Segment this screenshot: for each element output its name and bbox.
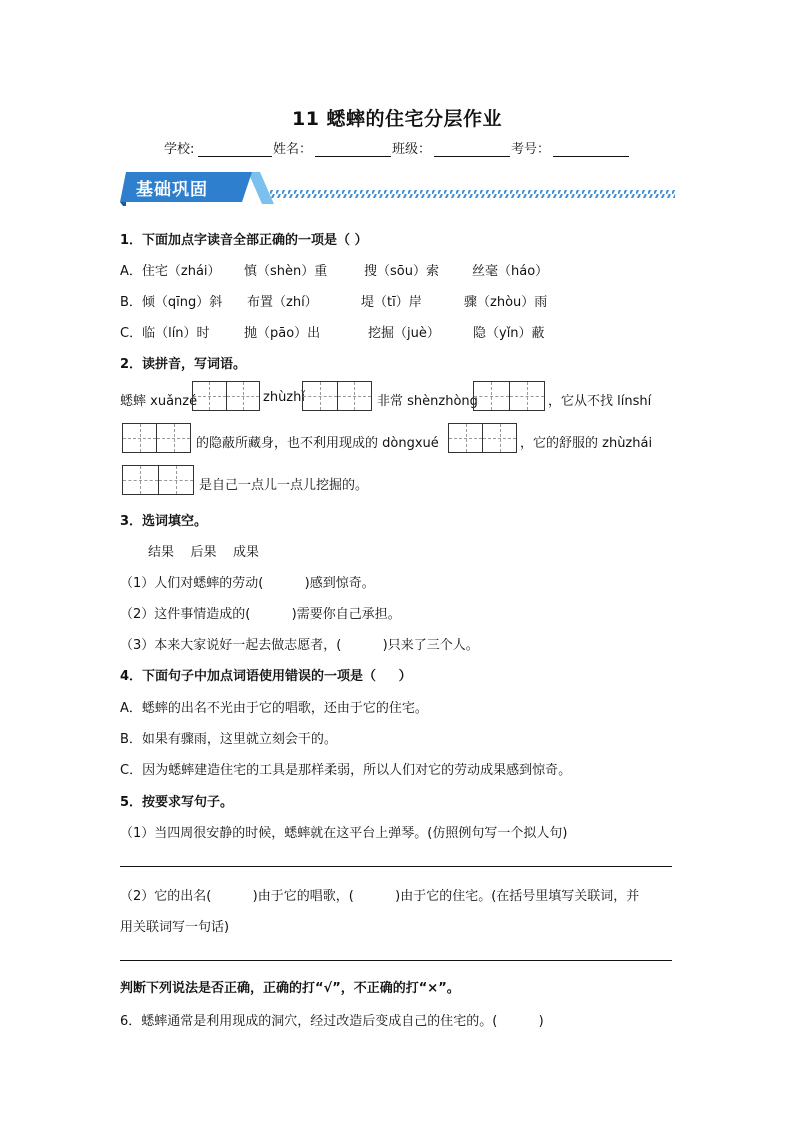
q2-line2-a: 的隐蔽所藏身，也不利用现成的 dòngxué — [196, 436, 439, 451]
question-2-stem: 2．读拼音，写词语。 — [120, 357, 247, 372]
q5-sentence-2-line-1: （2）它的出名( )由于它的唱歌，( )由于它的住宅。(在括号里填写关联词，并 — [120, 889, 640, 904]
q4-option-c: C．因为蟋蟀建造住宅的工具是那样柔弱，所以人们对它的劳动成果感到惊奇。 — [120, 763, 572, 778]
question-1-stem: 1．下面加点字读音全部正确的一项是（ ） — [120, 233, 368, 248]
answer-line-1[interactable] — [120, 866, 672, 867]
q1-option-c-2: 抛（pāo）出 — [244, 326, 321, 341]
question-4-stem: 4．下面句子中加点词语使用错误的一项是（ ） — [120, 669, 412, 684]
name-blank[interactable] — [315, 142, 391, 157]
q5-sentence-1: （1）当四周很安静的时候，蟋蟀就在这平台上弹琴。(仿照例句写一个拟人句) — [120, 826, 568, 841]
q2-line2-b: ，它的舒服的 zhùzhái — [520, 436, 653, 451]
q3-word-options: 结果 后果 成果 — [148, 545, 260, 560]
school-blank[interactable] — [198, 142, 272, 157]
q1-option-c-4: 隐（yǐn）蔽 — [473, 326, 545, 341]
pinyin-box-6[interactable] — [122, 465, 194, 495]
page-title: 11 蟋蟀的住宅分层作业 — [291, 108, 503, 130]
section-banner-label: 基础巩固 — [136, 180, 208, 200]
pinyin-box-1[interactable] — [192, 381, 260, 411]
pinyin-box-5[interactable] — [448, 423, 517, 453]
q2-line1-b: zhùzhǐ — [263, 390, 305, 405]
pinyin-box-4[interactable] — [122, 423, 191, 453]
pinyin-box-2[interactable] — [302, 381, 372, 411]
q1-option-a-4: 丝毫（háo） — [472, 264, 549, 279]
q1-option-b-3: 堤（tī）岸 — [361, 295, 422, 310]
q1-option-c-3: 挖掘（juè） — [368, 326, 440, 341]
q4-option-b: B．如果有骤雨，这里就立刻会干的。 — [120, 732, 337, 747]
answer-line-2[interactable] — [120, 960, 672, 961]
class-label: 班级： — [392, 142, 432, 157]
q1-option-a-2: 慎（shèn）重 — [244, 264, 328, 279]
q3-sentence-3: （3）本来大家说好一起去做志愿者，( )只来了三个人。 — [120, 638, 479, 653]
q2-line3-a: 是自己一点儿一点儿挖掘的。 — [199, 478, 369, 493]
q3-sentence-1: （1）人们对蟋蟀的劳动( )感到惊奇。 — [120, 576, 375, 591]
judge-section-instruction: 判断下列说法是否正确，正确的打“√”，不正确的打“×”。 — [120, 981, 460, 996]
name-label: 姓名： — [273, 142, 313, 157]
school-label: 学校: — [164, 142, 195, 157]
exam-no-label: 考号： — [511, 142, 551, 157]
pinyin-box-3[interactable] — [473, 381, 545, 411]
q2-line1-d: ，它从不找 línshí — [548, 394, 652, 409]
question-3-stem: 3．选词填空。 — [120, 514, 208, 529]
question-6: 6．蟋蟀通常是利用现成的洞穴，经过改造后变成自己的住宅的。( ) — [120, 1014, 544, 1029]
q1-option-a-1: A．住宅（zhái） — [120, 264, 221, 279]
q1-option-a-3: 搜（sōu）索 — [364, 264, 439, 279]
question-5-stem: 5．按要求写句子。 — [120, 795, 234, 810]
section-banner — [120, 170, 675, 206]
q1-option-c-1: C．临（lín）时 — [120, 326, 210, 341]
q1-option-b-4: 骤（zhòu）雨 — [464, 295, 548, 310]
q5-sentence-2-line-2: 用关联词写一句话) — [120, 920, 230, 935]
q2-line1-c: 非常 shènzhòng — [377, 394, 478, 409]
q3-sentence-2: （2）这件事情造成的( )需要你自己承担。 — [120, 607, 401, 622]
q1-option-b-2: 布置（zhí） — [247, 295, 318, 310]
q2-line1-a: 蟋蟀 xuǎnzé — [120, 394, 198, 409]
class-blank[interactable] — [434, 142, 510, 157]
q1-option-b-1: B．倾（qīng）斜 — [120, 295, 223, 310]
exam-no-blank[interactable] — [553, 142, 629, 157]
q4-option-a: A．蟋蟀的出名不光由于它的唱歌，还由于它的住宅。 — [120, 701, 428, 716]
